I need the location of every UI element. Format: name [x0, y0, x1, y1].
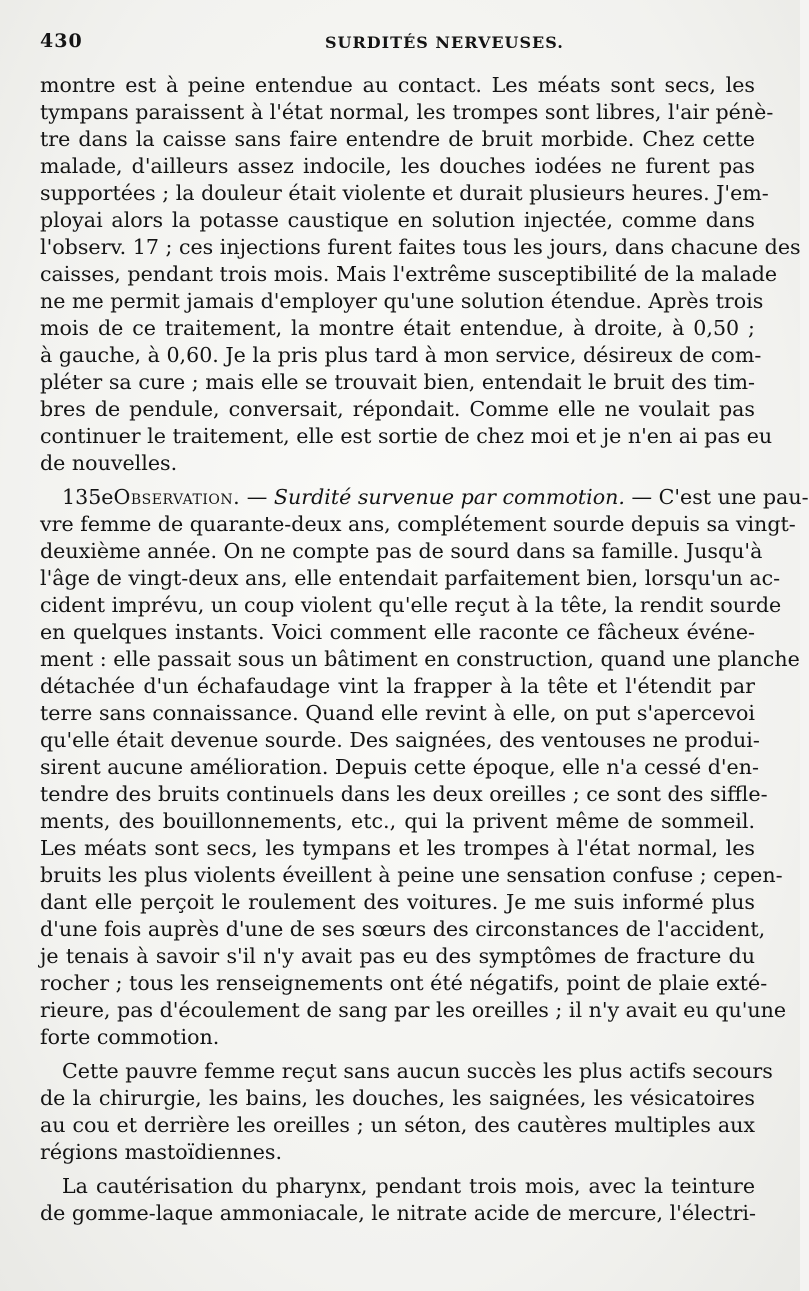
text-line: de la chirurgie, les bains, les douches, les saignées, les vésicatoires	[40, 1086, 755, 1110]
text-line: tre dans la caisse sans faire entendre de bruit morbide. Chez cette	[40, 127, 755, 151]
text-line: vre femme de quarante-deux ans, complétement sourde depuis sa vingt-	[40, 512, 796, 536]
text-line: régions mastoïdiennes.	[40, 1140, 282, 1164]
page-header	[40, 30, 760, 60]
text-line: qu'elle était devenue sourde. Des saignées, des ventouses ne produi-	[40, 728, 760, 752]
text-line: montre est à peine entendue au contact. Les méats sont secs, les	[40, 73, 755, 97]
observation-135	[40, 484, 809, 1051]
text-line: pléter sa cure ; mais elle se trouvait bien, entendait le bruit des tim-	[40, 370, 755, 394]
text-line: dant elle perçoit le roulement des voitures. Je me suis informé plus	[40, 890, 755, 914]
observation-number: 135e	[62, 485, 114, 509]
text-line: détachée d'un échafaudage vint la frapper à la tête et l'étendit par	[40, 674, 755, 698]
text-line: mois de ce traitement, la montre était entendue, à droite, à 0,50 ;	[40, 316, 755, 340]
text-line: ne me permit jamais d'employer qu'une solution étendue. Après trois	[40, 289, 764, 313]
observation-title: Surdité survenue par commotion.	[273, 485, 625, 509]
text-line: forte commotion.	[40, 1025, 220, 1049]
text-line: La cautérisation du pharynx, pendant trois mois, avec la teinture	[62, 1174, 755, 1198]
paragraph-cauterisation	[40, 1173, 755, 1227]
text-line: Cette pauvre femme reçut sans aucun succès les plus actifs secours	[62, 1059, 773, 1083]
paragraph-treatment	[40, 1058, 773, 1166]
page-number: 430	[40, 30, 83, 52]
text-line: l'observ. 17 ; ces injections furent faites tous les jours, dans chacune des	[40, 235, 801, 259]
dash: —	[624, 485, 659, 509]
observation-label: Observation.	[113, 485, 241, 509]
text-line: sirent aucune amélioration. Depuis cette époque, elle n'a cessé d'en-	[40, 755, 759, 779]
text-line: ployai alors la potasse caustique en solution injectée, comme dans	[40, 208, 755, 232]
text-line: d'une fois auprès d'une de ses sœurs des circonstances de l'accident,	[40, 917, 766, 941]
text-line: rocher ; tous les renseignements ont été négatifs, point de plaie exté-	[40, 971, 768, 995]
running-title: SURDITÉS NERVEUSES.	[325, 33, 564, 52]
text-line: de gomme-laque ammoniacale, le nitrate acide de mercure, l'électri-	[40, 1201, 756, 1225]
paragraph-continued	[40, 72, 801, 477]
text-line: caisses, pendant trois mois. Mais l'extrême susceptibilité de la malade	[40, 262, 778, 286]
text-line: rieure, pas d'écoulement de sang par les oreilles ; il n'y avait eu qu'une	[40, 998, 787, 1022]
text-line: à gauche, à 0,60. Je la pris plus tard à mon service, désireux de com-	[40, 343, 762, 367]
observation-text-start: C'est une pau-	[658, 485, 809, 509]
text-line: malade, d'ailleurs assez indocile, les douches iodées ne furent pas	[40, 154, 755, 178]
text-line: je tenais à savoir s'il n'y avait pas eu des symptômes de fracture du	[40, 944, 755, 968]
text-line: Les méats sont secs, les tympans et les trompes à l'état normal, les	[40, 836, 755, 860]
text-line: supportées ; la douleur était violente et durait plusieurs heures. J'em-	[40, 181, 769, 205]
text-line: l'âge de vingt-deux ans, elle entendait parfaitement bien, lorsqu'un ac-	[40, 566, 781, 590]
text-line: cident imprévu, un coup violent qu'elle reçut à la tête, la rendit sourde	[40, 593, 782, 617]
text-line: terre sans connaissance. Quand elle revint à elle, on put s'apercevoi	[40, 701, 755, 725]
text-line: ments, des bouillonnements, etc., qui la privent même de sommeil.	[40, 809, 755, 833]
text-line: tendre des bruits continuels dans les deux oreilles ; ce sont des siffle-	[40, 782, 768, 806]
text-line: bruits les plus violents éveillent à peine une sensation confuse ; cepen-	[40, 863, 783, 887]
text-line: tympans paraissent à l'état normal, les trompes sont libres, l'air pénè-	[40, 100, 774, 124]
text-line: en quelques instants. Voici comment elle raconte ce fâcheux événe-	[40, 620, 755, 644]
text-line: continuer le traitement, elle est sortie de chez moi et je n'en ai pas eu	[40, 424, 773, 448]
text-line: ment : elle passait sous un bâtiment en construction, quand une planche	[40, 647, 800, 671]
text-line: deuxième année. On ne compte pas de sourd dans sa famille. Jusqu'à	[40, 539, 763, 563]
text-line: bres de pendule, conversait, répondait. Comme elle ne voulait pas	[40, 397, 755, 421]
text-line: au cou et derrière les oreilles ; un séton, des cautères multiples aux	[40, 1113, 755, 1137]
body-text	[40, 72, 809, 1227]
text-line: de nouvelles.	[40, 451, 178, 475]
dash: —	[240, 485, 274, 509]
observation-heading-line	[40, 484, 809, 511]
